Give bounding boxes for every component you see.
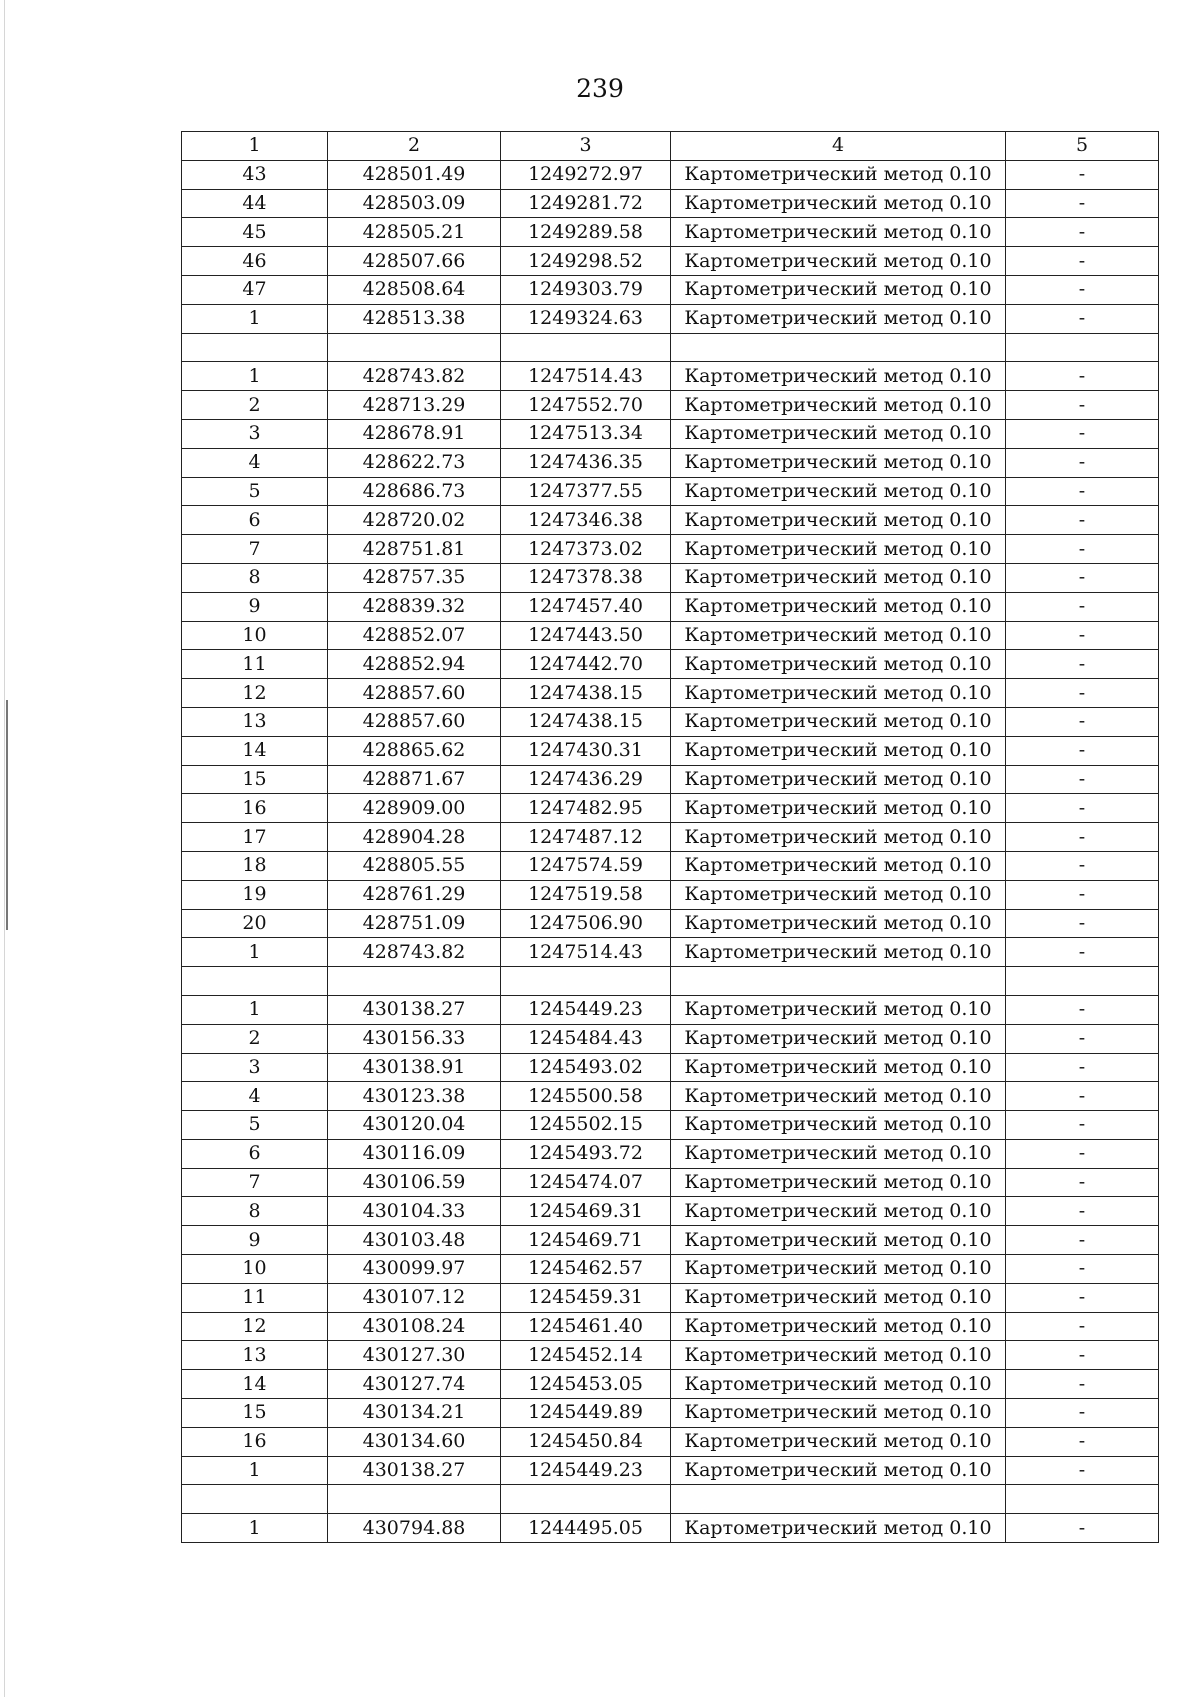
note-cell: - xyxy=(1006,275,1159,304)
y-coordinate-cell: 1245459.31 xyxy=(501,1283,671,1312)
table-row xyxy=(182,535,1159,564)
method-cell: Картометрический метод 0.10 xyxy=(671,189,1006,218)
x-coordinate-cell: 430099.97 xyxy=(328,1255,501,1284)
x-coordinate-cell: 430138.27 xyxy=(328,995,501,1024)
table-row xyxy=(182,621,1159,650)
method-cell: Картометрический метод 0.10 xyxy=(671,707,1006,736)
point-number-cell: 7 xyxy=(182,535,328,564)
note-cell: - xyxy=(1006,1168,1159,1197)
page-number: 239 xyxy=(576,74,624,103)
y-coordinate-cell: 1247514.43 xyxy=(501,938,671,967)
x-coordinate-cell: 428751.81 xyxy=(328,535,501,564)
table-header-row xyxy=(182,132,1159,161)
table-row xyxy=(182,909,1159,938)
x-coordinate-cell: 428839.32 xyxy=(328,592,501,621)
x-coordinate-cell: 430138.91 xyxy=(328,1053,501,1082)
note-cell: - xyxy=(1006,189,1159,218)
table-row xyxy=(182,1341,1159,1370)
y-coordinate-cell: 1247430.31 xyxy=(501,736,671,765)
x-coordinate-cell: 428743.82 xyxy=(328,362,501,391)
y-coordinate-cell: 1249298.52 xyxy=(501,247,671,276)
point-number-cell: 9 xyxy=(182,592,328,621)
x-coordinate-cell: 428852.07 xyxy=(328,621,501,650)
y-coordinate-cell: 1245502.15 xyxy=(501,1111,671,1140)
note-cell: - xyxy=(1006,1283,1159,1312)
table-row xyxy=(182,995,1159,1024)
note-cell: - xyxy=(1006,218,1159,247)
point-number-cell: 6 xyxy=(182,1139,328,1168)
point-number-cell xyxy=(182,967,328,996)
y-coordinate-cell: 1247377.55 xyxy=(501,477,671,506)
table-row xyxy=(182,794,1159,823)
y-coordinate-cell xyxy=(501,967,671,996)
x-coordinate-cell: 428857.60 xyxy=(328,679,501,708)
method-cell: Картометрический метод 0.10 xyxy=(671,535,1006,564)
y-coordinate-cell: 1247436.35 xyxy=(501,448,671,477)
y-coordinate-cell: 1245484.43 xyxy=(501,1024,671,1053)
table-row xyxy=(182,506,1159,535)
y-coordinate-cell: 1245453.05 xyxy=(501,1370,671,1399)
point-number-cell xyxy=(182,1485,328,1514)
note-cell: - xyxy=(1006,1312,1159,1341)
y-coordinate-cell: 1247514.43 xyxy=(501,362,671,391)
x-coordinate-cell: 428622.73 xyxy=(328,448,501,477)
y-coordinate-cell: 1247346.38 xyxy=(501,506,671,535)
note-cell: - xyxy=(1006,765,1159,794)
point-number-cell: 46 xyxy=(182,247,328,276)
y-coordinate-cell: 1249272.97 xyxy=(501,160,671,189)
y-coordinate-cell: 1247482.95 xyxy=(501,794,671,823)
x-coordinate-cell: 428507.66 xyxy=(328,247,501,276)
note-cell: - xyxy=(1006,1226,1159,1255)
method-cell xyxy=(671,1485,1006,1514)
point-number-cell: 11 xyxy=(182,1283,328,1312)
table-row xyxy=(182,247,1159,276)
point-number-cell: 5 xyxy=(182,477,328,506)
note-cell: - xyxy=(1006,1197,1159,1226)
point-number-cell: 2 xyxy=(182,1024,328,1053)
note-cell: - xyxy=(1006,650,1159,679)
method-cell: Картометрический метод 0.10 xyxy=(671,563,1006,592)
note-cell: - xyxy=(1006,1082,1159,1111)
method-cell: Картометрический метод 0.10 xyxy=(671,1456,1006,1485)
x-coordinate-cell: 430138.27 xyxy=(328,1456,501,1485)
y-coordinate-cell: 1247487.12 xyxy=(501,823,671,852)
y-coordinate-cell: 1247574.59 xyxy=(501,851,671,880)
method-cell: Картометрический метод 0.10 xyxy=(671,160,1006,189)
table-row xyxy=(182,1255,1159,1284)
table-row xyxy=(182,218,1159,247)
y-coordinate-cell: 1247373.02 xyxy=(501,535,671,564)
point-number-cell: 11 xyxy=(182,650,328,679)
note-cell: - xyxy=(1006,563,1159,592)
method-cell: Картометрический метод 0.10 xyxy=(671,1024,1006,1053)
note-cell xyxy=(1006,333,1159,362)
x-coordinate-cell: 428513.38 xyxy=(328,304,501,333)
y-coordinate-cell: 1245452.14 xyxy=(501,1341,671,1370)
x-coordinate-cell: 428508.64 xyxy=(328,275,501,304)
point-number-cell: 44 xyxy=(182,189,328,218)
note-cell: - xyxy=(1006,592,1159,621)
x-coordinate-cell: 428743.82 xyxy=(328,938,501,967)
x-coordinate-cell: 428871.67 xyxy=(328,765,501,794)
table-row xyxy=(182,362,1159,391)
note-cell: - xyxy=(1006,736,1159,765)
method-cell: Картометрический метод 0.10 xyxy=(671,592,1006,621)
note-cell: - xyxy=(1006,391,1159,420)
point-number-cell: 16 xyxy=(182,794,328,823)
x-coordinate-cell: 428505.21 xyxy=(328,218,501,247)
point-number-cell: 16 xyxy=(182,1427,328,1456)
x-coordinate-cell: 428757.35 xyxy=(328,563,501,592)
note-cell: - xyxy=(1006,1111,1159,1140)
point-number-cell: 1 xyxy=(182,304,328,333)
note-cell: - xyxy=(1006,794,1159,823)
method-cell: Картометрический метод 0.10 xyxy=(671,275,1006,304)
method-cell: Картометрический метод 0.10 xyxy=(671,1226,1006,1255)
point-number-cell: 3 xyxy=(182,1053,328,1082)
point-number-cell: 13 xyxy=(182,1341,328,1370)
y-coordinate-cell: 1245450.84 xyxy=(501,1427,671,1456)
y-coordinate-cell: 1245493.72 xyxy=(501,1139,671,1168)
x-coordinate-cell: 428904.28 xyxy=(328,823,501,852)
method-cell: Картометрический метод 0.10 xyxy=(671,1370,1006,1399)
y-coordinate-cell: 1247438.15 xyxy=(501,707,671,736)
note-cell: - xyxy=(1006,247,1159,276)
note-cell: - xyxy=(1006,679,1159,708)
point-number-cell xyxy=(182,333,328,362)
method-cell: Картометрический метод 0.10 xyxy=(671,938,1006,967)
note-cell: - xyxy=(1006,1370,1159,1399)
note-cell: - xyxy=(1006,1341,1159,1370)
point-number-cell: 12 xyxy=(182,1312,328,1341)
point-number-cell: 47 xyxy=(182,275,328,304)
note-cell xyxy=(1006,967,1159,996)
table-row xyxy=(182,1024,1159,1053)
table-row xyxy=(182,650,1159,679)
method-cell: Картометрический метод 0.10 xyxy=(671,218,1006,247)
table-row xyxy=(182,1111,1159,1140)
table-row xyxy=(182,160,1159,189)
x-coordinate-cell: 428852.94 xyxy=(328,650,501,679)
x-coordinate-cell xyxy=(328,967,501,996)
method-cell: Картометрический метод 0.10 xyxy=(671,304,1006,333)
point-number-cell: 45 xyxy=(182,218,328,247)
note-cell xyxy=(1006,1485,1159,1514)
method-cell: Картометрический метод 0.10 xyxy=(671,1082,1006,1111)
note-cell: - xyxy=(1006,448,1159,477)
table-row xyxy=(182,477,1159,506)
point-number-cell: 5 xyxy=(182,1111,328,1140)
method-cell: Картометрический метод 0.10 xyxy=(671,391,1006,420)
note-cell: - xyxy=(1006,823,1159,852)
y-coordinate-cell: 1247519.58 xyxy=(501,880,671,909)
method-cell: Картометрический метод 0.10 xyxy=(671,419,1006,448)
point-number-cell: 14 xyxy=(182,736,328,765)
method-cell: Картометрический метод 0.10 xyxy=(671,1514,1006,1543)
method-cell: Картометрический метод 0.10 xyxy=(671,1053,1006,1082)
note-cell: - xyxy=(1006,535,1159,564)
point-number-cell: 10 xyxy=(182,621,328,650)
y-coordinate-cell: 1247443.50 xyxy=(501,621,671,650)
method-cell: Картометрический метод 0.10 xyxy=(671,995,1006,1024)
table-row xyxy=(182,563,1159,592)
y-coordinate-cell: 1247506.90 xyxy=(501,909,671,938)
note-cell: - xyxy=(1006,160,1159,189)
table-row xyxy=(182,189,1159,218)
table-separator-row xyxy=(182,967,1159,996)
note-cell: - xyxy=(1006,1024,1159,1053)
note-cell: - xyxy=(1006,1399,1159,1428)
x-coordinate-cell: 428720.02 xyxy=(328,506,501,535)
note-cell: - xyxy=(1006,707,1159,736)
point-number-cell: 8 xyxy=(182,563,328,592)
note-cell: - xyxy=(1006,909,1159,938)
note-cell: - xyxy=(1006,304,1159,333)
note-cell: - xyxy=(1006,506,1159,535)
y-coordinate-cell: 1244495.05 xyxy=(501,1514,671,1543)
x-coordinate-cell: 430106.59 xyxy=(328,1168,501,1197)
method-cell: Картометрический метод 0.10 xyxy=(671,794,1006,823)
table-row xyxy=(182,1139,1159,1168)
method-cell: Картометрический метод 0.10 xyxy=(671,1197,1006,1226)
point-number-cell: 12 xyxy=(182,679,328,708)
x-coordinate-cell: 428865.62 xyxy=(328,736,501,765)
point-number-cell: 14 xyxy=(182,1370,328,1399)
note-cell: - xyxy=(1006,1427,1159,1456)
x-coordinate-cell: 430104.33 xyxy=(328,1197,501,1226)
method-cell: Картометрический метод 0.10 xyxy=(671,909,1006,938)
y-coordinate-cell: 1245500.58 xyxy=(501,1082,671,1111)
y-coordinate-cell: 1249289.58 xyxy=(501,218,671,247)
x-coordinate-cell: 430120.04 xyxy=(328,1111,501,1140)
x-coordinate-cell: 430794.88 xyxy=(328,1514,501,1543)
y-coordinate-cell: 1245469.71 xyxy=(501,1226,671,1255)
method-cell: Картометрический метод 0.10 xyxy=(671,1427,1006,1456)
x-coordinate-cell: 430123.38 xyxy=(328,1082,501,1111)
note-cell: - xyxy=(1006,880,1159,909)
scan-margin-mark xyxy=(6,700,8,930)
table-row xyxy=(182,1427,1159,1456)
y-coordinate-cell xyxy=(501,1485,671,1514)
x-coordinate-cell: 428909.00 xyxy=(328,794,501,823)
table-row xyxy=(182,1168,1159,1197)
method-cell: Картометрический метод 0.10 xyxy=(671,448,1006,477)
y-coordinate-cell xyxy=(501,333,671,362)
table-row xyxy=(182,1399,1159,1428)
point-number-cell: 3 xyxy=(182,419,328,448)
y-coordinate-cell: 1247457.40 xyxy=(501,592,671,621)
x-coordinate-cell: 430156.33 xyxy=(328,1024,501,1053)
method-cell: Картометрический метод 0.10 xyxy=(671,1168,1006,1197)
point-number-cell: 43 xyxy=(182,160,328,189)
y-coordinate-cell: 1245462.57 xyxy=(501,1255,671,1284)
table-row xyxy=(182,823,1159,852)
table-row xyxy=(182,1197,1159,1226)
x-coordinate-cell: 430116.09 xyxy=(328,1139,501,1168)
method-cell: Картометрический метод 0.10 xyxy=(671,247,1006,276)
column-header: 3 xyxy=(501,132,671,161)
table-separator-row xyxy=(182,333,1159,362)
x-coordinate-cell: 428751.09 xyxy=(328,909,501,938)
method-cell: Картометрический метод 0.10 xyxy=(671,477,1006,506)
table-row xyxy=(182,391,1159,420)
method-cell: Картометрический метод 0.10 xyxy=(671,880,1006,909)
method-cell: Картометрический метод 0.10 xyxy=(671,1312,1006,1341)
x-coordinate-cell: 430107.12 xyxy=(328,1283,501,1312)
method-cell: Картометрический метод 0.10 xyxy=(671,506,1006,535)
point-number-cell: 1 xyxy=(182,1456,328,1485)
scan-margin-line xyxy=(4,0,5,1697)
table-row xyxy=(182,592,1159,621)
table-row xyxy=(182,765,1159,794)
note-cell: - xyxy=(1006,1456,1159,1485)
point-number-cell: 10 xyxy=(182,1255,328,1284)
coordinates-table xyxy=(181,131,1159,1543)
method-cell: Картометрический метод 0.10 xyxy=(671,1283,1006,1312)
x-coordinate-cell: 428686.73 xyxy=(328,477,501,506)
point-number-cell: 17 xyxy=(182,823,328,852)
note-cell: - xyxy=(1006,1053,1159,1082)
method-cell: Картометрический метод 0.10 xyxy=(671,621,1006,650)
table-row xyxy=(182,1226,1159,1255)
note-cell: - xyxy=(1006,1139,1159,1168)
table-row xyxy=(182,448,1159,477)
note-cell: - xyxy=(1006,477,1159,506)
point-number-cell: 15 xyxy=(182,765,328,794)
x-coordinate-cell xyxy=(328,1485,501,1514)
method-cell: Картометрический метод 0.10 xyxy=(671,1111,1006,1140)
note-cell: - xyxy=(1006,995,1159,1024)
x-coordinate-cell: 430134.21 xyxy=(328,1399,501,1428)
note-cell: - xyxy=(1006,419,1159,448)
point-number-cell: 19 xyxy=(182,880,328,909)
column-header: 5 xyxy=(1006,132,1159,161)
table-row xyxy=(182,1370,1159,1399)
point-number-cell: 4 xyxy=(182,1082,328,1111)
y-coordinate-cell: 1247436.29 xyxy=(501,765,671,794)
table-row xyxy=(182,679,1159,708)
point-number-cell: 9 xyxy=(182,1226,328,1255)
point-number-cell: 4 xyxy=(182,448,328,477)
x-coordinate-cell: 428761.29 xyxy=(328,880,501,909)
column-header: 2 xyxy=(328,132,501,161)
y-coordinate-cell: 1245493.02 xyxy=(501,1053,671,1082)
point-number-cell: 13 xyxy=(182,707,328,736)
method-cell xyxy=(671,333,1006,362)
table-body xyxy=(182,160,1159,1542)
point-number-cell: 1 xyxy=(182,995,328,1024)
table-row xyxy=(182,736,1159,765)
point-number-cell: 1 xyxy=(182,362,328,391)
method-cell: Картометрический метод 0.10 xyxy=(671,1139,1006,1168)
point-number-cell: 8 xyxy=(182,1197,328,1226)
method-cell: Картометрический метод 0.10 xyxy=(671,736,1006,765)
table-row xyxy=(182,419,1159,448)
column-header: 4 xyxy=(671,132,1006,161)
x-coordinate-cell: 428805.55 xyxy=(328,851,501,880)
table-row xyxy=(182,1312,1159,1341)
method-cell: Картометрический метод 0.10 xyxy=(671,823,1006,852)
method-cell: Картометрический метод 0.10 xyxy=(671,1341,1006,1370)
method-cell: Картометрический метод 0.10 xyxy=(671,851,1006,880)
method-cell: Картометрический метод 0.10 xyxy=(671,362,1006,391)
point-number-cell: 20 xyxy=(182,909,328,938)
method-cell: Картометрический метод 0.10 xyxy=(671,650,1006,679)
y-coordinate-cell: 1249281.72 xyxy=(501,189,671,218)
note-cell: - xyxy=(1006,938,1159,967)
note-cell: - xyxy=(1006,1255,1159,1284)
x-coordinate-cell xyxy=(328,333,501,362)
y-coordinate-cell: 1245449.23 xyxy=(501,995,671,1024)
method-cell: Картометрический метод 0.10 xyxy=(671,1399,1006,1428)
method-cell: Картометрический метод 0.10 xyxy=(671,679,1006,708)
column-header: 1 xyxy=(182,132,328,161)
method-cell xyxy=(671,967,1006,996)
x-coordinate-cell: 430134.60 xyxy=(328,1427,501,1456)
point-number-cell: 1 xyxy=(182,1514,328,1543)
note-cell: - xyxy=(1006,851,1159,880)
table-row xyxy=(182,1514,1159,1543)
table-row xyxy=(182,938,1159,967)
x-coordinate-cell: 430127.30 xyxy=(328,1341,501,1370)
x-coordinate-cell: 428713.29 xyxy=(328,391,501,420)
table-row xyxy=(182,707,1159,736)
x-coordinate-cell: 428678.91 xyxy=(328,419,501,448)
x-coordinate-cell: 428503.09 xyxy=(328,189,501,218)
method-cell: Картометрический метод 0.10 xyxy=(671,1255,1006,1284)
point-number-cell: 1 xyxy=(182,938,328,967)
y-coordinate-cell: 1247442.70 xyxy=(501,650,671,679)
table-row xyxy=(182,1283,1159,1312)
y-coordinate-cell: 1249303.79 xyxy=(501,275,671,304)
x-coordinate-cell: 430103.48 xyxy=(328,1226,501,1255)
x-coordinate-cell: 428501.49 xyxy=(328,160,501,189)
point-number-cell: 6 xyxy=(182,506,328,535)
note-cell: - xyxy=(1006,621,1159,650)
table-row xyxy=(182,851,1159,880)
table-row xyxy=(182,275,1159,304)
y-coordinate-cell: 1247552.70 xyxy=(501,391,671,420)
x-coordinate-cell: 430108.24 xyxy=(328,1312,501,1341)
table-row xyxy=(182,1456,1159,1485)
point-number-cell: 18 xyxy=(182,851,328,880)
y-coordinate-cell: 1247378.38 xyxy=(501,563,671,592)
table-row xyxy=(182,1053,1159,1082)
point-number-cell: 15 xyxy=(182,1399,328,1428)
table-row xyxy=(182,880,1159,909)
y-coordinate-cell: 1245449.89 xyxy=(501,1399,671,1428)
y-coordinate-cell: 1249324.63 xyxy=(501,304,671,333)
y-coordinate-cell: 1245449.23 xyxy=(501,1456,671,1485)
table-row xyxy=(182,304,1159,333)
y-coordinate-cell: 1245461.40 xyxy=(501,1312,671,1341)
y-coordinate-cell: 1245469.31 xyxy=(501,1197,671,1226)
table-row xyxy=(182,1082,1159,1111)
point-number-cell: 2 xyxy=(182,391,328,420)
y-coordinate-cell: 1245474.07 xyxy=(501,1168,671,1197)
y-coordinate-cell: 1247513.34 xyxy=(501,419,671,448)
table-separator-row xyxy=(182,1485,1159,1514)
method-cell: Картометрический метод 0.10 xyxy=(671,765,1006,794)
y-coordinate-cell: 1247438.15 xyxy=(501,679,671,708)
x-coordinate-cell: 430127.74 xyxy=(328,1370,501,1399)
x-coordinate-cell: 428857.60 xyxy=(328,707,501,736)
note-cell: - xyxy=(1006,362,1159,391)
point-number-cell: 7 xyxy=(182,1168,328,1197)
note-cell: - xyxy=(1006,1514,1159,1543)
